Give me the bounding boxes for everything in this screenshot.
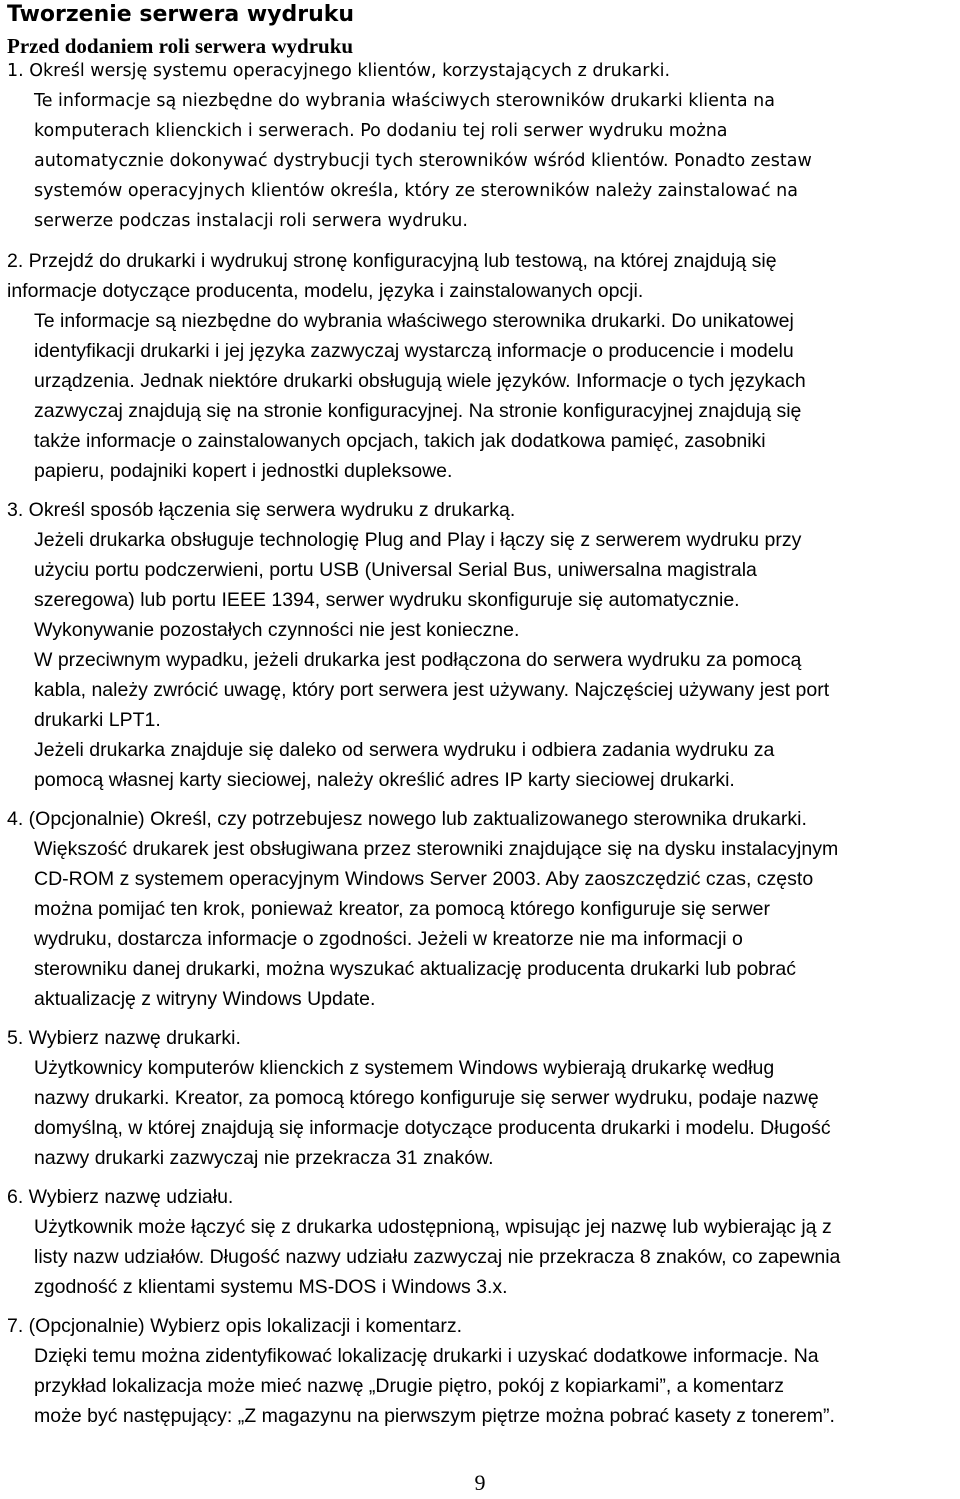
step-text-line: zazwyczaj znajdują się na stronie konfiguracyjnej. Na stronie konfiguracyjnej znajdują się <box>34 400 802 422</box>
step-text-line: Większość drukarek jest obsługiwana przez sterowniki znajdujące się na dysku instalacyjnym <box>34 838 839 860</box>
step-text-line: szeregowa) lub portu IEEE 1394, serwer wydruku skonfiguruje się automatycznie. <box>34 589 740 611</box>
step-text-line: systemów operacyjnych klientów określa, który ze sterowników należy zainstalować na <box>34 181 798 201</box>
step-text-line: Jeżeli drukarka znajduje się daleko od serwera wydruku i odbiera zadania wydruku za <box>34 739 775 761</box>
step-text-line: Użytkownicy komputerów klienckich z systemem Windows wybierają drukarkę według <box>34 1057 775 1079</box>
step-text-line: nazwy drukarki zazwyczaj nie przekracza 31 znaków. <box>34 1147 494 1169</box>
step-text-line: domyślną, w której znajdują się informacje dotyczące producenta drukarki i modelu. Długość <box>34 1117 831 1139</box>
step-text-line: wydruku, dostarcza informacje o zgodności. Jeżeli w kreatorze nie ma informacji o <box>34 928 743 950</box>
step-text-line: także informacje o zainstalowanych opcjach, takich jak dodatkowa pamięć, zasobniki <box>34 430 766 452</box>
step-heading-line: 2. Przejdź do drukarki i wydrukuj stronę konfiguracyjną lub testową, na której znajdują się <box>7 250 777 272</box>
step-text-line: nazwy drukarki. Kreator, za pomocą którego konfiguruje się serwer wydruku, podaje nazwę <box>34 1087 819 1109</box>
step-text-line: aktualizację z witryny Windows Update. <box>34 988 376 1010</box>
step-text-line: Jeżeli drukarka obsługuje technologię Plug and Play i łączy się z serwerem wydruku przy <box>34 529 802 551</box>
step-text-line: użyciu portu podczerwieni, portu USB (Universal Serial Bus, uniwersalna magistrala <box>34 559 757 581</box>
step-text-line: automatycznie dokonywać dystrybucji tych sterowników wśród klientów. Ponadto zestaw <box>34 151 812 171</box>
step-heading-line: 1. Określ wersję systemu operacyjnego klientów, korzystających z drukarki. <box>7 61 671 81</box>
step-text-line: sterowniku danej drukarki, można wyszukać aktualizację producenta drukarki lub pobrać <box>34 958 796 980</box>
step-heading-line: 6. Wybierz nazwę udziału. <box>7 1186 234 1208</box>
step-heading-line: 3. Określ sposób łączenia się serwera wydruku z drukarką. <box>7 499 516 521</box>
step-text-line: identyfikacji drukarki i jej języka zazwyczaj wystarczą informacje o producencie i modelu <box>34 340 794 362</box>
step-text-line: przykład lokalizacja może mieć nazwę „Drugie piętro, pokój z kopiarkami”, a komentarz <box>34 1375 784 1397</box>
step-text-line: urządzenia. Jednak niektóre drukarki obsługują wiele języków. Informacje o tych językach <box>34 370 806 392</box>
step-text-line: papieru, podajniki kopert i jednostki dupleksowe. <box>34 460 453 482</box>
step-text-line: można pomijać ten krok, ponieważ kreator, za pomocą którego konfiguruje się serwer <box>34 898 770 920</box>
step-heading-line: 5. Wybierz nazwę drukarki. <box>7 1027 241 1049</box>
step-text-line: listy nazw udziałów. Długość nazwy udziału zazwyczaj nie przekracza 8 znaków, co zapewnia <box>34 1246 841 1268</box>
step-text-line: CD-ROM z systemem operacyjnym Windows Server 2003. Aby zaoszczędzić czas, często <box>34 868 814 890</box>
step-text-line: drukarki LPT1. <box>34 709 161 731</box>
step-text-line: serwerze podczas instalacji roli serwera wydruku. <box>34 211 468 231</box>
step-text-line: komputerach klienckich i serwerach. Po dodaniu tej roli serwer wydruku można <box>34 121 728 141</box>
step-text-line: Dzięki temu można zidentyfikować lokalizację drukarki i uzyskać dodatkowe informacje. Na <box>34 1345 819 1367</box>
step-text-line: Wykonywanie pozostałych czynności nie jest konieczne. <box>34 619 520 641</box>
step-text-line: kabla, należy zwrócić uwagę, który port serwera jest używany. Najczęściej używany jest port <box>34 679 830 701</box>
page-number: 9 <box>474 1470 486 1495</box>
step-heading-line: 7. (Opcjonalnie) Wybierz opis lokalizacji i komentarz. <box>7 1315 462 1337</box>
step-text-line: W przeciwnym wypadku, jeżeli drukarka jest podłączona do serwera wydruku za pomocą <box>34 649 802 671</box>
step-text-line: Użytkownik może łączyć się z drukarka udostępnioną, wpisując jej nazwę lub wybierając ją z <box>34 1216 832 1238</box>
step-text-line: pomocą własnej karty sieciowej, należy określić adres IP karty sieciowej drukarki. <box>34 769 735 791</box>
step-text-line: Te informacje są niezbędne do wybrania właściwych sterowników drukarki klienta na <box>34 91 775 111</box>
step-text-line: zgodność z klientami systemu MS-DOS i Windows 3.x. <box>34 1276 508 1298</box>
step-heading-line: 4. (Opcjonalnie) Określ, czy potrzebujesz nowego lub zaktualizowanego sterownika drukarki. <box>7 808 807 830</box>
step-text-line: Te informacje są niezbędne do wybrania właściwego sterownika drukarki. Do unikatowej <box>34 310 794 332</box>
step-text-line: informacje dotyczące producenta, modelu, języka i zainstalowanych opcji. <box>7 280 644 302</box>
page-title: Tworzenie serwera wydruku <box>7 2 355 27</box>
step-text-line: może być następujący: „Z magazynu na pierwszym piętrze można pobrać kasety z tonerem”. <box>34 1405 835 1427</box>
page-subtitle: Przed dodaniem roli serwera wydruku <box>7 34 354 58</box>
